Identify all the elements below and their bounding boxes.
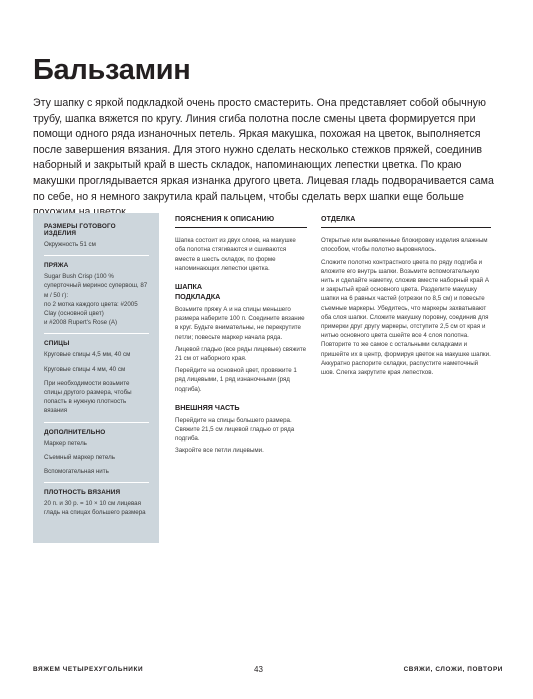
- intro-text: Эту шапку с яркой подкладкой очень просто смастерить. Она представляет собой обычную трубу, шапка вяжется по кругу. Линия сгиба полотна после смены цвета формируется при помощи одного ряда изнаночных петель. Яркая макушка, похожая на цветок, выполняется после завершения вязания. Для этого нужно сделать несколько стежков пряжей, соединив наборный и закрытый край в шесть складок, напоминающих лепестки цветка. По краю макушки проглядывается яркая изнанка другого цвета. Лицевая гладь подворачивается сама по себе, но я немного закрутила край пальцем, чтобы сделать верх шапки еще больше: [33, 97, 494, 203]
- instruction-text: Закройте все петли лицевыми.: [175, 447, 264, 455]
- footer-book-title: СВЯЖИ, СЛОЖИ, ПОВТОРИ: [403, 666, 503, 673]
- divider: [44, 333, 149, 334]
- divider: [44, 482, 149, 483]
- page-footer: [33, 666, 503, 678]
- extra-text: Вспомогательная нить: [44, 468, 109, 476]
- intro-paragraph: [33, 96, 503, 221]
- extra-heading: ДОПОЛНИТЕЛЬНО: [44, 428, 106, 436]
- instructions-column: [175, 215, 307, 459]
- yarn-text: и #2008 Rupert's Rose (A): [44, 319, 118, 327]
- yarn-heading: ПРЯЖА: [44, 262, 69, 270]
- size-text: Окружность 51 см: [44, 241, 96, 248]
- page-title: Бальзамин: [33, 54, 191, 86]
- instruction-text: Возьмите пряжу А и на спицы меньшего размера наберите 100 п. Соедините вязание в круг. Будьте внимательны, не перекрутите петли; повесьте маркер начала ряда.: [175, 306, 305, 341]
- needles-text: Круговые спицы 4 мм, 40 см: [44, 365, 126, 373]
- divider: [44, 255, 149, 256]
- instruction-text: Перейдите на основной цвет, провяжите 1 ряд лицевыми, 1 ряд изнаночными (ряд подгиба).: [175, 367, 297, 393]
- extra-text: Маркер петель: [44, 439, 87, 447]
- needles-text: Круговые спицы 4,5 мм, 40 см: [44, 351, 131, 359]
- notes-text: Шапка состоит из двух слоев, на макушке оба полотна стягиваются и сшиваются вместе в шесть складок, по форме напоминающих лепестки цветка.: [175, 237, 296, 272]
- gauge-heading: ПЛОТНОСТЬ ВЯЗАНИЯ: [44, 489, 121, 497]
- footer-book-section: ВЯЖЕМ ЧЕТЫРЕХУГОЛЬНИКИ: [33, 666, 144, 673]
- yarn-text: по 2 мотка каждого цвета: #2005 Clay (основной цвет): [44, 300, 138, 318]
- hat-heading: ШАПКА: [175, 282, 203, 292]
- finishing-text: Сложите полотно контрастного цвета по ряду подгиба и вложите его внутрь шапки. Возьмите вспомогательную нить и сделайте наметку, сложив вместе наборный край А и закрытый край основного цвета. Разделите макушку шапки на 6 равных частей (отрезки по 8,5 см) и повесьте съемные маркеры. Убедитесь, что маркеры захватывают оба слоя шапки. Сложите макушку поровну, соединив для примерки друг другу маркеры, отступите 2,5 см от края и нитью основного цвета сшейте все 4 слоя полотна. Повторите то же самое с остальными складками и пришейте их в центр, формируя цветок на макушке шапки. Аккуратно распорите складки, распустите наметочный шов. Слегка закрутите края лепестков.: [321, 258, 491, 377]
- materials-sidebar: [33, 213, 159, 543]
- page-number: 43: [254, 665, 263, 674]
- gauge-text: 20 п. и 30 р. = 10 × 10 см лицевая гладь на спицах большего размера: [44, 500, 146, 517]
- instruction-text: Лицевой гладью (все ряды лицевые) свяжите 21 см от наборного края.: [175, 345, 307, 363]
- yarn-text: Sugar Bush Crisp (100 % суперточный меринос супервош, 87 м / 50 г):: [44, 273, 148, 299]
- lining-heading: ПОДКЛАДКА: [175, 292, 221, 302]
- divider: [44, 422, 149, 423]
- outer-heading: ВНЕШНЯЯ ЧАСТЬ: [175, 402, 240, 412]
- extra-text: Съемный маркер петель: [44, 453, 116, 461]
- notes-heading: ПОЯСНЕНИЯ К ОПИСАНИЮ: [175, 215, 307, 228]
- instruction-text: Перейдите на спицы большего размера. Свяжите 21,5 см лицевой гладью от ряда подгиба.: [175, 416, 295, 443]
- finishing-heading: ОТДЕЛКА: [321, 215, 491, 228]
- finishing-text: Открытые или выявленные блокировку изделия влажным способом, чтобы полотно выровнялось.: [321, 237, 488, 254]
- needles-heading: СПИЦЫ: [44, 340, 70, 348]
- size-heading: РАЗМЕРЫ ГОТОВОГО ИЗДЕЛИЯ: [44, 223, 116, 237]
- finishing-column: [321, 215, 491, 380]
- needles-text: При необходимости возьмите спицы другого размера, чтобы попасть в нужную плотность вязания: [44, 379, 132, 415]
